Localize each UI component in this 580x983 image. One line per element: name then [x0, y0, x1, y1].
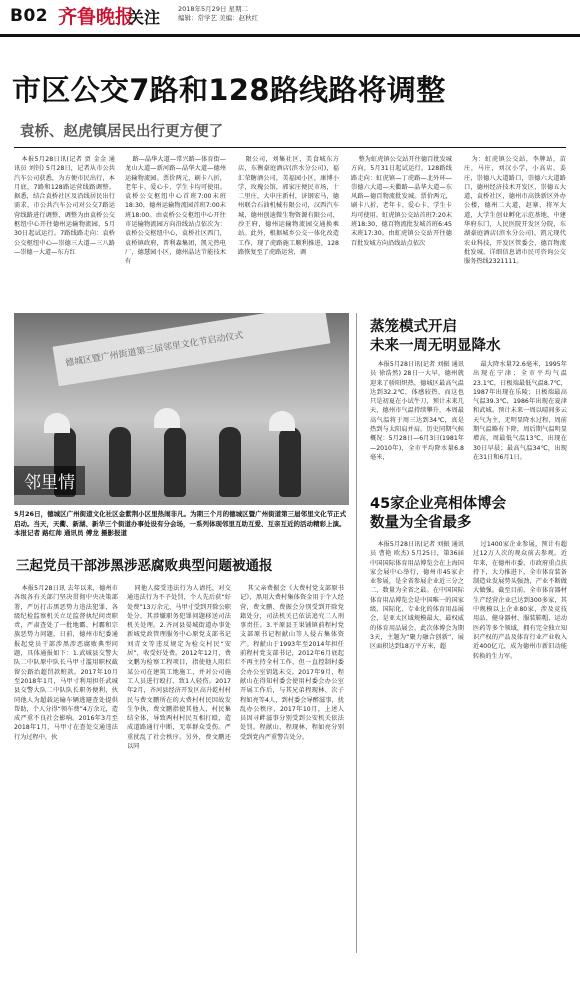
dancer-figure	[109, 427, 131, 497]
weather-column-2: 最大降水量72.6毫米，1995年出现在宁津；全市平均气温23.1℃，日极端最低气温8.7℃，1987年出现在乐陵；日极端最高气温39.3℃，1986年出现在夏津和武城。预计未来一周以晴间多云天气为主，无明显降水过程，周前期气温略有下降，周后期气温明显增高，周最低气温13℃，出现在30日早晨；最高气温34℃，出现在31日和6月1日。	[473, 361, 567, 461]
fan-prop	[44, 413, 70, 433]
page-number: B02	[10, 6, 49, 26]
party-column-1: 本报5月28日讯 去年以来，德州市各级各有关部门坚决贯彻中央决策部署，严厉打击黑恶势力违法犯罪，各级纪检监察机关立足监督执纪问责职责，严肃查处了一批地霸、村霸和宗族恶势力问题，日前，德州市纪委通报起党员干部涉黑涉恶腐败典型问题，具体通报如下：1.武城县交警大队二中队原中队长马甲寸滥用职权截留公路治超罚款赃款。2017年10月至2018年1月，马甲寸利用担任武城县交警大队二中队队长职务便利，伙同他人为超载运输车辆逃避查处提供帮助，个人分得“领车费”4万余元，造成严重不良社会影响。2016年3月至2018年1月，马甲寸在查处交通违法行为过程中，伙	[14, 585, 118, 741]
expo-column-1: 本报5月28日讯(记者 刘振 通讯员 曹艳 欧杰) 5月25日，第36届中国国际体育用品博览会在上海国家会展中心举行，德州市45家企业参展，是全省参展企业近三分之二，数量为全省之最。在中国国际体育用品博览会是中国唯一的国家级、国际化、专业化的体育用品展会，是亚太区域规模最大、最权威的体育用品展会。此次体博会为期3天，主题为“聚力融合创新”，展区面积达到18万平方米，超	[370, 541, 464, 651]
lead-headline: 市区公交7路和128路线路将调整	[12, 73, 446, 107]
party-column-2: 同他人接受违法行为人请托，对交通违法行为不予处罚，个人先后获“好处费”13万余元，马甲寸受到开除公职处分，其涉嫌职务犯罪问题移送司法机关处理。2.齐河县晏城街道办事处新城党政管理服务中心原党支部书记刘青文等违反规定为检交村民“安居”，收受好处费。2012年12月，费文鹏为检察工程项目，指使他人阻拦某公司在建筑工地施工，并对公司施工人员进行殴打，致1人轻伤。2017年2月，齐河县经济开发区高升乾村村民与费文鹏所在的大费村村民因故发生争执，费文鹏指使其他人，村民集结全体，导致两村村民互相打殴，造成道路通行中断，无辜群众受伤。严重扰乱了社会秩序。另外，费文鹏还以同	[127, 585, 231, 751]
section-title: 关注	[128, 8, 161, 27]
lead-subheadline: 袁桥、赵虎镇居民出行更方便了	[20, 124, 223, 140]
event-banner: 德城区暨广州街道第三届邻里文化节启动仪式	[53, 313, 331, 386]
fan-prop	[269, 411, 295, 431]
dancer-figure	[279, 427, 301, 497]
column-divider	[356, 313, 357, 953]
lead-column-3: 限公司，刘集社区，美食城东方店，东衡豪庭酒店(滨水分公司)，福汇荣糖酒公司，美福园小区，康博小学，玫瑰公馆，郭家庄便民市场，十二里庄，大申庄新村，济钢宏马，德州联合石油机械有限公司，汉西汽车城，德州创迪微生物资源有限公司，沙王府，德州运输物流园交通换乘站。此外，根据城乡公交一体化改造工作，现了虎路施工顺利推进，128路恢复至了虎路运营，调	[238, 156, 339, 256]
dancer-figure	[164, 427, 186, 497]
weather-column-1: 本报5月28日讯(记者 刘振 通讯员 徐浩然) 28日一大早，德州就迎来了骄阳炽热，德城区最高气温达到32.2℃，体感较热，而这也只是初夏在小试牛刀，预计未来几天，德州市气温持续攀升，本周最高气温将于周三达到34℃，真是热到与太阳肩并肩。历史同期气候概况：5月28日—6月3日(1981年—2010年)，全市平均降水量6.8毫米，	[370, 361, 464, 461]
lead-column-4: 整为虹虎镇公交站开往德百批发城方向，5月31日起试运行。128路线路走向：虹虎镇—丁虎路—北外环—崇德六大道—天衢路—晶华大道—东风路—德百物流批发城。票价两元，刷卡八折，老年卡、爱心卡、学生卡均可使用。虹虎镇公交站首班7:20末班18:30，德百物流批发城首班6:45末班17:30。由虹虎镇公交站开往德百批发城方向沿线站点依次	[351, 156, 452, 247]
photo-caption: 5月26日，德城区广州街道文化社区金紫荆小区里热闹非凡。为期三个月的德城区暨广州街道第三届邻里文化节正式启动。当天，天衢、新湖、新华三个街道办事处设有分会场，一系列体现邻里互助互爱、互亲互近的活动精彩上演。 本报记者 路红帅 通讯员 傅龙 摄影报道	[14, 510, 347, 537]
expo-column-2: 过1400家企业参展，预计有超过12万人次的观众前去参观。近年来，在德州市委、市政府重点扶持下，大力推进下，全市体育装备制造业发展势头强劲，产业不断做大做强。截至目前，全市体育器材生产经营企业已达到300多家，其中规模以上企业80家，涉及竞技用品、健身器材、服装鞋帽、运动医药等多个领域，拥有完全独立知识产权的产品及体育行业产业收入近400亿元，成为德州市新旧动能转换的生力军。	[473, 541, 567, 660]
fan-prop	[154, 408, 180, 428]
dancer-figure	[219, 427, 241, 497]
newspaper-logo: 齐鲁晚报	[58, 6, 135, 28]
party-headline: 三起党员干部涉黑涉恶腐败典型问题被通报	[16, 558, 273, 574]
lead-column-1: 本报5月28日讯(记者 贾 金金 通讯员 刘钊) 5月28日，记者从市公共汽车公司获悉，为方便市民出行，本月底，7路和128路运营线路调整。据悉，结合袁桥社区及沿线居民出行需求，市公共汽车公司对公交7路运营线路进行调整，调整为由袁桥公交枢纽中心开往德州运输物流园，5月30日起试运行。7路线路走向：袁桥公交枢纽中心—崇德三大道—三八路—崇德一大道—东方红	[14, 156, 115, 256]
page-meta	[178, 5, 258, 23]
news-photo	[14, 313, 349, 505]
photo-tag: 邻里情	[14, 466, 85, 495]
issue-date: 2018年5月29日 星期二	[178, 5, 249, 13]
lead-column-2: 路—晶华大道—常兴路—体育街—龙山大道—新河路—晶华大道—德州运输物流园。票价两元，刷卡八折，老年卡、爱心卡、学生卡均可使用。袁桥公交枢纽中心首班7:00末班18:30，德州运输物流园首班7:00末班18:00。由袁桥公交枢纽中心开往市运输物流园方向沿线站点依次为：袁桥公交枢纽中心，袁桥社区西门，袁桥镇政府，普利森集团，凯元热电厂，德慧园小区，德州晶达节能技术有	[125, 156, 226, 266]
party-column-3: 其父亲费振会《大费村党支部原书记》，黑用大费村集体资金用于个人经营，费文鹏、费振会分别受到开除党籍处分，司法机关已依法追究二人刑事责任。3.平原县王果铺镇前程村党支部原书记程献山等人侵占集体资产。程献山于1993年至2014年担任前程村党支部书记，2012年6月底起不再主持全村工作，但一直控制村委会办公室钥匙未交。2017年9月，程献山在得知村委会使用村委会办公室开展工作后，与其兄弟程现林、次子程如亮等4人，到村委会导醉滋事，扰乱办公秩序，2017年10月，上述人员因寻衅滋事分别受到公安机关依法处罚。程献山、程现林、程如亮分别受到党内严重警告处分。	[240, 585, 344, 741]
editor-credits: 编辑：常学艺 美编：赵秋红	[178, 14, 259, 22]
divider	[14, 147, 566, 148]
expo-headline: 45家企业亮相体博会 数量为全省最多	[370, 496, 507, 531]
lead-column-5: 为：虹虎镇公交站，李牌站，苗庄，马庄，刘汉小学，小高店，姜庄，崇德八大道路口，崇德六大道路口，德州经济技术开发区，崇德五大道，袁桥社区，德州市高铁新区外办公楼，德州二大道，赵寨，将军大道，大学生创业孵化示范基地，中建华府东门，人民医院开发区分院，东湖豪庭酒店(滨水分公司)，凯元现代农业科技，开发区管委会，德百物流批发城。详细信息请市民可咨询公交服务热线2321111。	[464, 156, 566, 266]
weather-headline: 蒸笼模式开启 未来一周无明显降水	[370, 319, 501, 354]
